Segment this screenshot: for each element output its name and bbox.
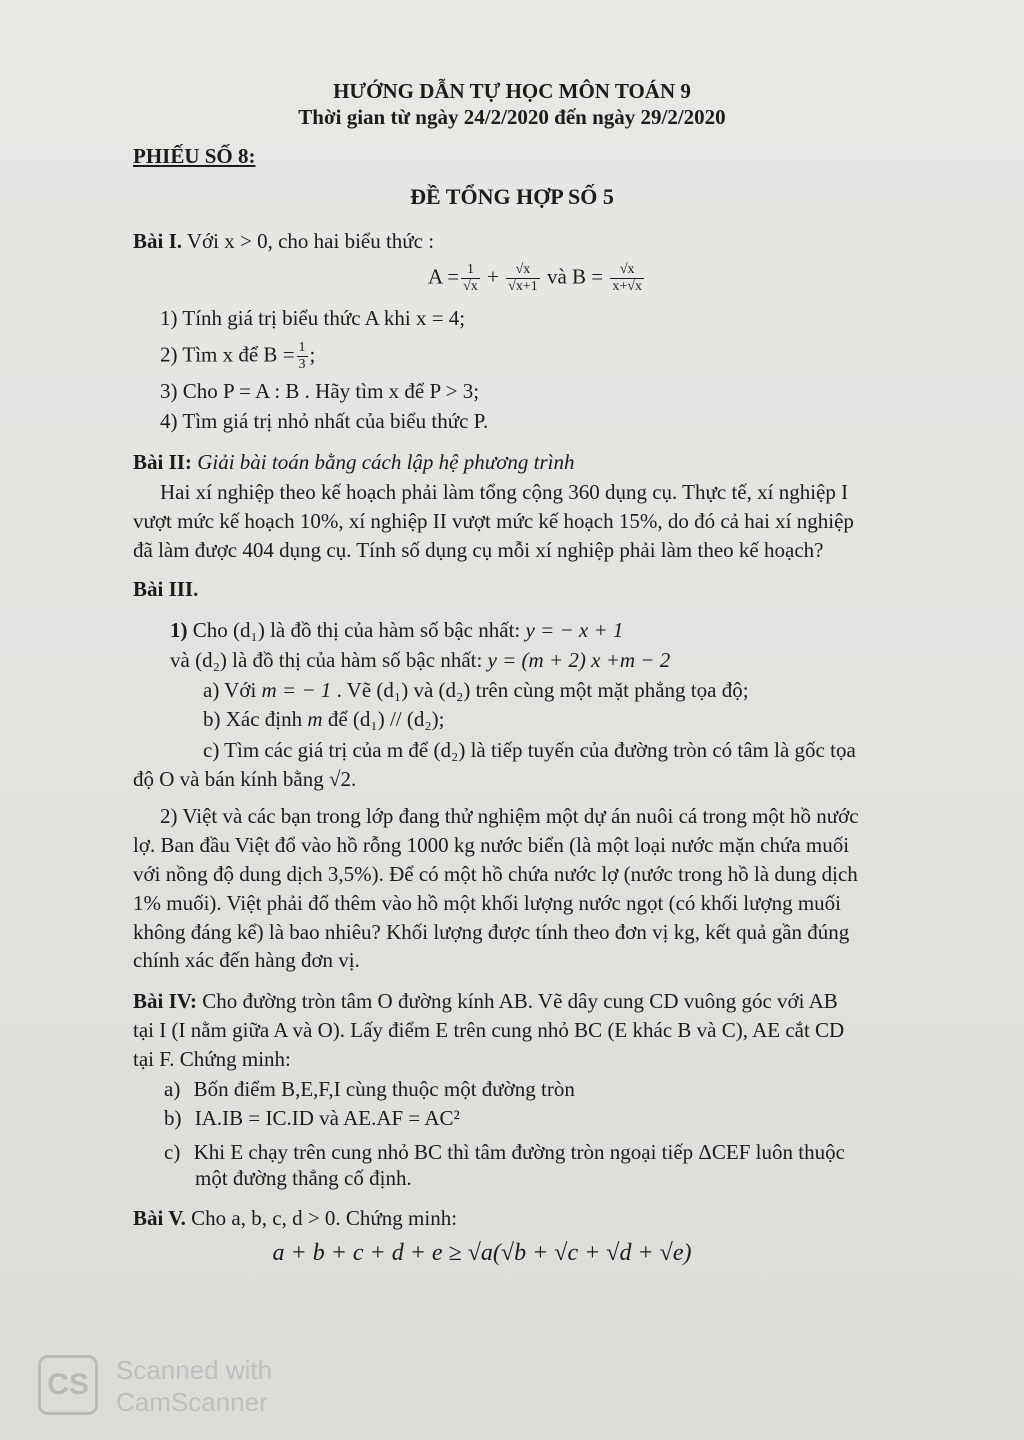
- bai3-a-prefix: a) Với: [203, 678, 257, 702]
- bai3-p2-line5: không đáng kể) là bao nhiêu? Khối lượng được tính theo đơn vị kg, kết quả gần đúng: [133, 920, 850, 944]
- frac-2-num: √x: [506, 262, 540, 279]
- bai4-a-marker: a): [164, 1077, 181, 1101]
- sheet-label: PHIẾU SỐ 8:: [133, 144, 256, 168]
- bai3-p1-eq1: y = − x + 1: [525, 618, 624, 642]
- frac-3: [610, 262, 644, 295]
- bai4-b-text: IA.IB = IC.ID và AE.AF = AC²: [194, 1106, 460, 1130]
- bai4-label: Bài IV:: [133, 989, 197, 1013]
- bai3-p2-line4: 1% muối). Việt phải đổ thêm vào hồ một khối lượng nước ngọt (có khối lượng muối: [133, 891, 841, 915]
- frac-1: [461, 262, 480, 295]
- bai3-b-suffix: để (d₁) // (d₂);: [327, 707, 445, 731]
- bai1-q2-prefix: 2) Tìm x để B =: [160, 342, 295, 367]
- bai1-q1: 1) Tính giá trị biểu thức A khi x = 4;: [160, 306, 466, 330]
- bai3-p1-text2: và (d₂) là đồ thị của hàm số bậc nhất:: [170, 648, 483, 672]
- header-date-range: Thời gian từ ngày 24/2/2020 đến ngày 29/2/2020: [298, 105, 726, 129]
- frac-q2-den: 3: [298, 357, 306, 372]
- bai4-line2: tại I (I nằm giữa A và O). Lấy điểm E trên cung nhỏ BC (E khác B và C), AE cắt CD: [133, 1018, 845, 1042]
- bai4-a-text: Bốn điểm B,E,F,I cùng thuộc một đường tròn: [193, 1077, 575, 1101]
- plus-sign: +: [487, 264, 499, 289]
- bai4-b-marker: b): [164, 1106, 182, 1130]
- bai3-c-line2-prefix: độ O và bán kính bằng: [133, 767, 324, 791]
- bai4-c-marker: c): [164, 1140, 181, 1164]
- bai3-c-line1: c) Tìm các giá trị của m để (d₂) là tiếp tuyến của đường tròn có tâm là gốc tọa: [203, 738, 856, 762]
- bai1-q2: [160, 340, 315, 373]
- bai4-c-line2: một đường thẳng cố định.: [195, 1166, 412, 1190]
- bai2-subtitle: Giải bài toán bằng cách lập hệ phương trình: [197, 450, 575, 474]
- bai4-line1-text: Cho đường tròn tâm O đường kính AB. Vẽ dây cung CD vuông góc với AB: [202, 989, 838, 1013]
- and-b-label: và B =: [546, 264, 604, 289]
- frac-2: [506, 262, 540, 295]
- frac-1-den: √x: [463, 279, 478, 294]
- frac-q2-num: 1: [298, 340, 306, 355]
- bai1-label: Bài I.: [133, 229, 183, 253]
- bai3-p2-line1: 2) Việt và các bạn trong lớp đang thử nghiệm một dự án nuôi cá trong một hồ nước: [160, 804, 859, 828]
- bai3-c-sqrt: √2.: [328, 767, 357, 791]
- bai1-q2-suffix: ;: [309, 342, 316, 367]
- bai2-heading: [133, 449, 575, 475]
- bai3-b-m: m: [307, 707, 323, 731]
- bai3-b-prefix: b) Xác định: [203, 707, 303, 731]
- watermark-line1: Scanned with: [116, 1355, 273, 1385]
- bai5-label: Bài V.: [133, 1206, 186, 1230]
- bai3-c-line2: [133, 766, 356, 792]
- bai3-p2-line6: chính xác đến hàng đơn vị.: [133, 948, 360, 972]
- bai3-label: Bài III.: [133, 577, 199, 601]
- bai2-line1: Hai xí nghiệp theo kế hoạch phải làm tổng cộng 360 dụng cụ. Thực tế, xí nghiệp I: [160, 480, 849, 504]
- frac-1-num: 1: [461, 262, 480, 279]
- bai1-formula: [428, 262, 646, 295]
- bai4-line1: [133, 988, 838, 1014]
- bai5-inequality: a + b + c + d + e ≥ √a(√b + √c + √d + √e): [272, 1240, 692, 1266]
- bai4-a: [164, 1076, 575, 1102]
- bai3-p1-line1: [170, 617, 623, 643]
- bai3-p2-line2: lợ. Ban đầu Việt đổ vào hồ rỗng 1000 kg nước biển (là một loại nước mặn chứa muối: [133, 833, 850, 857]
- bai1-q3: 3) Cho P = A : B . Hãy tìm x để P > 3;: [160, 379, 480, 403]
- bai2-line3: đã làm được 404 dụng cụ. Tính số dụng cụ mỗi xí nghiệp phải làm theo kế hoạch?: [133, 538, 824, 562]
- frac-3-den: x+√x: [612, 279, 642, 294]
- frac-2-den: √x+1: [508, 279, 538, 294]
- frac-q2: [297, 340, 308, 373]
- bai3-p1-num: 1): [170, 618, 188, 642]
- bai3-p1-text1: Cho (d₁) là đồ thị của hàm số bậc nhất:: [192, 618, 521, 642]
- bai3-p1-line2: [170, 647, 670, 673]
- camscanner-logo-icon: CS: [38, 1355, 98, 1415]
- bai3-p2-line3: với nồng độ dung dịch 3,5%). Để có một hồ chứa nước lợ (nước trong hồ là dung dịch: [133, 862, 858, 886]
- bai1-intro-line: [133, 228, 434, 254]
- bai3-a-m: m = − 1: [261, 678, 332, 702]
- bai4-line3: tại F. Chứng minh:: [133, 1047, 291, 1071]
- bai1-q4: 4) Tìm giá trị nhỏ nhất của biểu thức P.: [160, 409, 489, 433]
- bai3-b: [203, 706, 445, 732]
- bai5-intro: Cho a, b, c, d > 0. Chứng minh:: [191, 1206, 458, 1230]
- frac-3-num: √x: [610, 262, 644, 279]
- camscanner-watermark: [38, 1355, 298, 1425]
- bai3-a: [203, 677, 749, 703]
- bai4-b: [164, 1105, 460, 1131]
- bai4-c: [164, 1139, 845, 1165]
- bai2-line2: vượt mức kế hoạch 10%, xí nghiệp II vượt mức kế hoạch 15%, do đó cả hai xí nghiệp: [133, 509, 854, 533]
- bai4-c-line1: Khi E chạy trên cung nhỏ BC thì tâm đường tròn ngoại tiếp ΔCEF luôn thuộc: [193, 1140, 845, 1164]
- bai3-p1-eq2: y = (m + 2) x +m − 2: [487, 648, 671, 672]
- header-title: HƯỚNG DẪN TỰ HỌC MÔN TOÁN 9: [333, 79, 691, 103]
- watermark-line2: CamScanner: [116, 1387, 268, 1417]
- bai2-label: Bài II:: [133, 450, 192, 474]
- formula-a-prefix: A =: [428, 264, 460, 289]
- bai3-a-suffix: . Vẽ (d₁) và (d₂) trên cùng một mặt phẳng tọa độ;: [336, 678, 749, 702]
- bai5-intro-line: [133, 1205, 457, 1231]
- bai1-intro: Với x > 0, cho hai biểu thức :: [186, 229, 435, 253]
- exam-title: ĐỀ TỔNG HỢP SỐ 5: [410, 184, 614, 209]
